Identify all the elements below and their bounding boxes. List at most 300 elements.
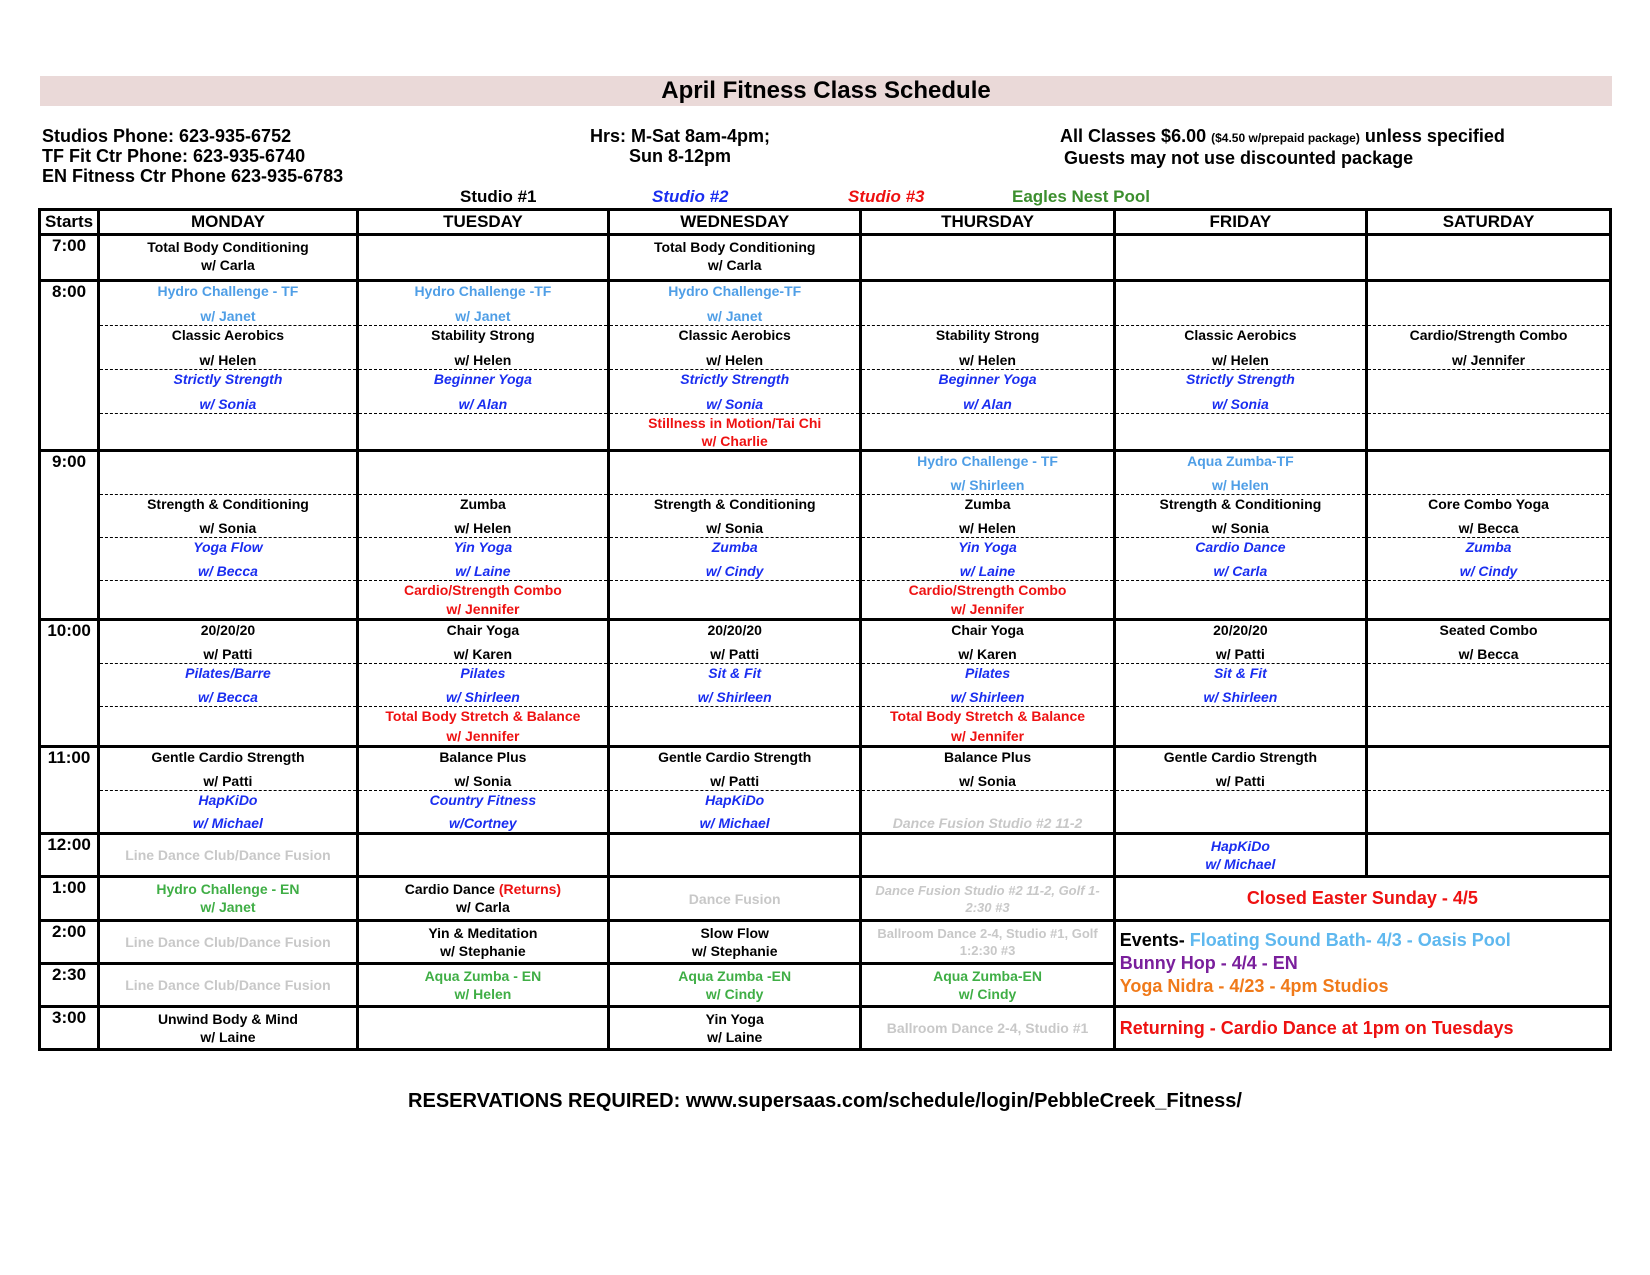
class-name: Aqua Zumba-TF [1187, 453, 1294, 469]
class-slot [100, 791, 356, 832]
empty-slot [1116, 791, 1365, 832]
empty-cell [1114, 235, 1366, 281]
class-name: HapKiDo [705, 792, 765, 808]
events-line-1 [1120, 929, 1609, 952]
class-slot [1116, 326, 1365, 370]
class-name: Total Body Stretch & Balance [385, 708, 581, 724]
class-name: Aqua Zumba - EN [424, 968, 542, 984]
class-name: Stillness in Motion/Tai Chi [648, 415, 822, 431]
day-cell [1114, 281, 1366, 451]
instructor: w/ Carla [456, 899, 510, 915]
day-cell [1114, 620, 1366, 747]
class-slot [862, 664, 1112, 707]
studios-phone: Studios Phone: 623-935-6752 [42, 126, 292, 146]
class-name: Pilates/Barre [185, 665, 271, 681]
empty-slot [1116, 414, 1365, 449]
day-cell [609, 281, 861, 451]
class-name: Zumba [459, 496, 506, 512]
class-cell: Line Dance Club/Dance Fusion [99, 964, 358, 1007]
class-slot [359, 326, 607, 370]
empty-cell [1367, 235, 1611, 281]
class-cell [609, 921, 861, 964]
class-cell: Ballroom Dance 2-4, Studio #1 [861, 1007, 1114, 1050]
instructor: w/ Cindy [705, 986, 764, 1002]
class-slot [610, 664, 859, 707]
class-slot [1368, 495, 1609, 538]
class-slot [100, 621, 356, 664]
instructor: w/ Sonia [1212, 396, 1269, 412]
class-slot [610, 282, 859, 326]
class-name: Total Body Conditioning [147, 239, 309, 255]
class-name: Total Body Conditioning [653, 239, 816, 255]
empty-cell [861, 834, 1114, 877]
page-title: April Fitness Class Schedule [40, 76, 1612, 106]
instructor: w/ Patti [1215, 773, 1265, 789]
event-sound-bath: Floating Sound Bath- 4/3 - Oasis Pool [1189, 930, 1511, 950]
instructor: w/ Becca [1458, 520, 1519, 536]
instructor: w/ Cindy [958, 986, 1017, 1002]
class-cell [609, 1007, 861, 1050]
events-label: Events- [1119, 930, 1190, 950]
class-slot [1368, 538, 1609, 581]
class-name: Gentle Cardio Strength [151, 749, 305, 765]
class-name: Classic Aerobics [171, 327, 285, 343]
empty-slot [1368, 370, 1609, 414]
class-name: Pilates [964, 665, 1011, 681]
class-slot [100, 370, 356, 414]
class-slot [610, 748, 859, 791]
class-name: Cardio Dance [1195, 539, 1286, 555]
instructor: w/ Helen [454, 520, 512, 536]
time-cell: 2:30 [40, 964, 99, 1007]
row-1 [40, 877, 1611, 921]
class-name: Yoga Flow [193, 539, 263, 555]
row-7 [40, 235, 1611, 281]
instructor: w/ Shirleen [445, 689, 520, 705]
class-name: Hydro Challenge -TF [414, 283, 552, 299]
instructor: w/ Shirleen [950, 477, 1025, 493]
wednesday-header: WEDNESDAY [609, 210, 861, 235]
class-name: Strength & Conditioning [147, 496, 309, 512]
class-name: Beginner Yoga [938, 371, 1037, 387]
class-name: Beginner Yoga [433, 371, 532, 387]
class-slot [100, 538, 356, 581]
instructor: w/ Charlie [701, 433, 768, 449]
day-cell [357, 281, 608, 451]
day-cell [609, 620, 861, 747]
class-slot [100, 282, 356, 326]
class-name: HapKiDo [1210, 838, 1270, 854]
empty-slot [1368, 452, 1609, 495]
studio-1-label: Studio #1 [460, 187, 537, 206]
empty-slot [610, 581, 859, 618]
class-slot [862, 707, 1112, 745]
instructor: w/ Laine [455, 563, 511, 579]
day-cell [609, 451, 861, 620]
empty-cell [357, 834, 608, 877]
day-cell [99, 451, 358, 620]
empty-slot [359, 452, 607, 495]
empty-slot [1368, 414, 1609, 449]
instructor: w/ Shirleen [697, 689, 772, 705]
class-cell [99, 1007, 358, 1050]
class-cell [357, 921, 608, 964]
class-name: Strictly Strength [173, 371, 283, 387]
class-slot [610, 326, 859, 370]
time-cell: 3:00 [40, 1007, 99, 1050]
class-name: Zumba [711, 539, 758, 555]
events-cell [1114, 921, 1610, 1007]
class-cell [609, 235, 861, 281]
instructor: w/ Helen [1212, 352, 1269, 368]
pricing-block [1060, 126, 1505, 168]
class-slot [610, 538, 859, 581]
class-slot [359, 664, 607, 707]
class-name: Country Fitness [429, 792, 537, 808]
class-cell [1114, 834, 1366, 877]
class-name: Strength & Conditioning [1159, 496, 1322, 512]
class-name: Balance Plus [943, 749, 1032, 765]
class-name: Classic Aerobics [678, 327, 791, 343]
class-slot [610, 495, 859, 538]
time-cell: 2:00 [40, 921, 99, 964]
schedule-table [38, 208, 1612, 1051]
empty-slot [1368, 707, 1609, 745]
thursday-header: THURSDAY [861, 210, 1114, 235]
empty-slot [1368, 748, 1609, 791]
hours-weekday: Hrs: M-Sat 8am-4pm; [589, 126, 771, 146]
day-cell [357, 451, 608, 620]
class-name-line [359, 880, 607, 898]
instructor: w/ Sonia [1212, 520, 1269, 536]
class-name: Chair Yoga [951, 622, 1024, 638]
class-name: HapKiDo [198, 792, 258, 808]
row-12 [40, 834, 1611, 877]
class-name: Stability Strong [431, 327, 535, 343]
empty-slot [1368, 791, 1609, 832]
time-cell: 7:00 [40, 235, 99, 281]
header-row [40, 210, 1611, 235]
instructor: w/ Karen [453, 646, 513, 662]
class-name: 20/20/20 [1213, 622, 1268, 638]
class-name: Zumba [964, 496, 1011, 512]
event-bunny-hop: Bunny Hop - 4/4 - EN [1119, 953, 1298, 973]
class-slot [610, 370, 859, 414]
instructor: w/ Helen [454, 352, 512, 368]
price-line [1060, 126, 1505, 148]
instructor: w/ Janet [200, 899, 256, 915]
class-slot [359, 370, 607, 414]
empty-slot [100, 414, 356, 449]
day-cell [861, 620, 1114, 747]
monday-header: MONDAY [99, 210, 358, 235]
event-yoga-nidra: Yoga Nidra - 4/23 - 4pm Studios [1119, 976, 1389, 996]
instructor: w/ Alan [963, 396, 1012, 412]
instructor: w/ Carla [201, 257, 255, 273]
empty-slot [862, 414, 1112, 449]
instructor: w/ Patti [710, 646, 760, 662]
instructor: w/ Helen [959, 352, 1016, 368]
empty-cell [357, 235, 608, 281]
class-cell [357, 877, 608, 921]
time-cell: 12:00 [40, 834, 99, 877]
empty-slot [610, 707, 859, 745]
day-cell [861, 747, 1114, 834]
instructor: w/ Jennifer [950, 728, 1025, 744]
day-cell [861, 451, 1114, 620]
day-cell [357, 620, 608, 747]
row-11 [40, 747, 1611, 834]
class-slot [862, 452, 1112, 495]
class-name: Yin Yoga [705, 1011, 764, 1027]
class-name: Cardio/Strength Combo [1409, 327, 1568, 343]
pool-label: Eagles Nest Pool [1012, 187, 1150, 206]
class-slot [1116, 495, 1365, 538]
instructor: w/ Janet [200, 308, 256, 324]
instructor: w/ Helen [454, 986, 512, 1002]
class-name: Strictly Strength [680, 371, 790, 387]
day-cell [1367, 620, 1611, 747]
class-slot [862, 581, 1112, 618]
instructor: w/ Becca [1458, 646, 1519, 662]
class-name: Yin Yoga [958, 539, 1017, 555]
starts-header: Starts [40, 210, 99, 235]
empty-slot [1368, 664, 1609, 707]
class-slot [862, 621, 1112, 664]
instructor: w/ Becca [197, 563, 258, 579]
class-name: Chair Yoga [446, 622, 520, 638]
class-slot [862, 495, 1112, 538]
instructor: w/ Helen [706, 352, 764, 368]
class-name: Hydro Challenge - TF [917, 453, 1058, 469]
instructor: w/ Janet [707, 308, 763, 324]
instructor: w/ Karen [958, 646, 1017, 662]
contact-block [42, 126, 343, 186]
class-slot [1116, 452, 1365, 495]
class-slot [862, 538, 1112, 581]
instructor: w/ Sonia [199, 396, 257, 412]
class-cell [861, 964, 1114, 1007]
class-slot [100, 664, 356, 707]
class-name: Hydro Challenge - EN [156, 881, 300, 897]
class-cell: Ballroom Dance 2-4, Studio #1, Golf 1:2:30 #3 [861, 921, 1114, 964]
class-slot [862, 748, 1112, 791]
class-slot [359, 621, 607, 664]
instructor: w/ Helen [1212, 477, 1269, 493]
class-name: 20/20/20 [200, 622, 256, 638]
instructor: w/ Laine [200, 1029, 256, 1045]
instructor: w/ Jennifer [1451, 352, 1526, 368]
empty-slot [610, 452, 859, 495]
reservations-footer[interactable]: RESERVATIONS REQUIRED: www.supersaas.com/schedule/login/PebbleCreek_Fitness/ [408, 1090, 1242, 1112]
day-cell [99, 620, 358, 747]
studio-2-label: Studio #2 [652, 187, 729, 206]
empty-slot [359, 414, 607, 449]
day-cell [1367, 451, 1611, 620]
instructor: w/ Carla [707, 257, 762, 273]
day-cell [861, 281, 1114, 451]
class-slot [359, 748, 607, 791]
instructor: w/ Michael [699, 815, 770, 831]
class-cell [99, 877, 358, 921]
class-cell [609, 964, 861, 1007]
class-name: Pilates [460, 665, 506, 681]
instructor: w/ Sonia [706, 520, 764, 536]
empty-slot [100, 452, 356, 495]
time-cell: 10:00 [40, 620, 99, 747]
day-cell [1367, 281, 1611, 451]
class-name: Yin & Meditation [428, 925, 538, 941]
class-name: Strictly Strength [1185, 371, 1295, 387]
instructor: w/ Laine [959, 563, 1016, 579]
empty-cell [1367, 834, 1611, 877]
empty-slot [100, 581, 356, 618]
class-slot [1116, 748, 1365, 791]
day-cell [1114, 451, 1366, 620]
instructor: w/ Carla [1213, 563, 1268, 579]
time-cell: 1:00 [40, 877, 99, 921]
instructor: w/ Alan [458, 396, 508, 412]
empty-slot [1368, 581, 1609, 618]
hours-block [580, 126, 780, 166]
class-slot [862, 370, 1112, 414]
class-slot [100, 326, 356, 370]
class-slot [1116, 370, 1365, 414]
class-name: Seated Combo [1439, 622, 1538, 638]
class-slot [359, 282, 607, 326]
class-slot [359, 538, 607, 581]
class-slot [610, 621, 859, 664]
empty-slot [1116, 282, 1365, 326]
instructor: w/ Helen [959, 520, 1016, 536]
class-name: Gentle Cardio Strength [658, 749, 812, 765]
time-cell: 11:00 [40, 747, 99, 834]
class-name: Zumba [1465, 539, 1512, 555]
instructor: w/Cortney [449, 815, 517, 831]
class-name: Stability Strong [935, 327, 1040, 343]
class-name: Balance Plus [439, 749, 527, 765]
class-cell: Line Dance Club/Dance Fusion [99, 834, 358, 877]
class-cell: Line Dance Club/Dance Fusion [99, 921, 358, 964]
class-slot [1116, 621, 1365, 664]
class-name: Sit & Fit [708, 665, 762, 681]
class-name: Aqua Zumba-EN [933, 968, 1042, 984]
row-10 [40, 620, 1611, 747]
instructor: w/ Cindy [1459, 563, 1518, 579]
class-name: Cardio Dance [404, 881, 499, 897]
row-3 [40, 1007, 1611, 1050]
day-cell [1367, 747, 1611, 834]
class-name: Hydro Challenge - TF [157, 283, 299, 299]
class-slot [359, 707, 607, 745]
returns-note: (Returns) [498, 881, 562, 897]
studio-3-label: Studio #3 [848, 187, 925, 206]
tuesday-header: TUESDAY [357, 210, 608, 235]
instructor: w/ Stephanie [440, 943, 526, 959]
instructor: w/ Stephanie [691, 943, 778, 959]
saturday-header: SATURDAY [1367, 210, 1611, 235]
class-slot [100, 748, 356, 791]
empty-slot [100, 707, 356, 745]
class-name: Strength & Conditioning [653, 496, 816, 512]
returning-note: Returning - Cardio Dance at 1pm on Tuesdays [1114, 1007, 1610, 1050]
instructor: w/ Cindy [705, 563, 764, 579]
instructor: w/ Helen [199, 352, 257, 368]
class-slot [1116, 664, 1365, 707]
instructor: w/ Jennifer [446, 728, 520, 744]
class-name: Core Combo Yoga [1428, 496, 1549, 512]
instructor: w/ Jennifer [950, 601, 1025, 617]
instructor: w/ Patti [203, 773, 253, 789]
row-9 [40, 451, 1611, 620]
class-name: Unwind Body & Mind [157, 1011, 298, 1027]
instructor: w/ Shirleen [950, 689, 1025, 705]
guests-note: Guests may not use discounted package [1064, 148, 1414, 168]
empty-cell [609, 834, 861, 877]
class-name: Yin Yoga [453, 539, 513, 555]
day-cell [357, 747, 608, 834]
closed-note: Closed Easter Sunday - 4/5 [1114, 877, 1610, 921]
class-slot [1368, 621, 1609, 664]
empty-slot [862, 282, 1112, 326]
instructor: w/ Patti [1215, 646, 1265, 662]
class-slot [862, 326, 1112, 370]
day-cell [1114, 747, 1366, 834]
class-name: Classic Aerobics [1184, 327, 1297, 343]
price-text: All Classes $6.00 [1060, 126, 1212, 146]
instructor: w/ Sonia [199, 520, 257, 536]
tf-phone: TF Fit Ctr Phone: 623-935-6740 [42, 146, 306, 166]
instructor: w/ Shirleen [1203, 689, 1278, 705]
instructor: w/ Patti [203, 646, 253, 662]
row-8 [40, 281, 1611, 451]
class-name: Slow Flow [700, 925, 769, 941]
class-slot [1368, 326, 1609, 370]
class-slot [359, 791, 607, 832]
class-slot [862, 791, 1112, 832]
empty-cell [861, 235, 1114, 281]
day-cell [609, 747, 861, 834]
class-name: Gentle Cardio Strength [1163, 749, 1318, 765]
instructor: w/ Laine [707, 1029, 763, 1045]
class-name: Cardio/Strength Combo [403, 582, 562, 598]
class-cell: Dance Fusion Studio #2 11-2, Golf 1-2:30 #3 [861, 877, 1114, 921]
day-cell [99, 747, 358, 834]
empty-slot [1368, 282, 1609, 326]
friday-header: FRIDAY [1114, 210, 1366, 235]
hours-sunday: Sun 8-12pm [628, 146, 732, 166]
class-name: Aqua Zumba -EN [678, 968, 792, 984]
class-name: Cardio/Strength Combo [908, 582, 1067, 598]
instructor: w/ Becca [197, 689, 258, 705]
class-slot [359, 495, 607, 538]
instructor: w/ Sonia [959, 773, 1016, 789]
class-name: Total Body Stretch & Balance [890, 708, 1086, 724]
class-slot [359, 581, 607, 618]
class-name: Hydro Challenge-TF [668, 283, 802, 299]
instructor: w/ Michael [192, 815, 263, 831]
row-2 [40, 921, 1611, 964]
class-name: 20/20/20 [707, 622, 762, 638]
instructor: w/ Jennifer [446, 601, 520, 617]
instructor: w/ Sonia [706, 396, 764, 412]
empty-slot [1116, 707, 1365, 745]
en-phone: EN Fitness Ctr Phone 623-935-6783 [42, 166, 344, 186]
time-cell: 9:00 [40, 451, 99, 620]
empty-slot [1116, 581, 1365, 618]
price-unless: unless specified [1359, 126, 1505, 146]
instructor: w/ Michael [1205, 856, 1276, 872]
